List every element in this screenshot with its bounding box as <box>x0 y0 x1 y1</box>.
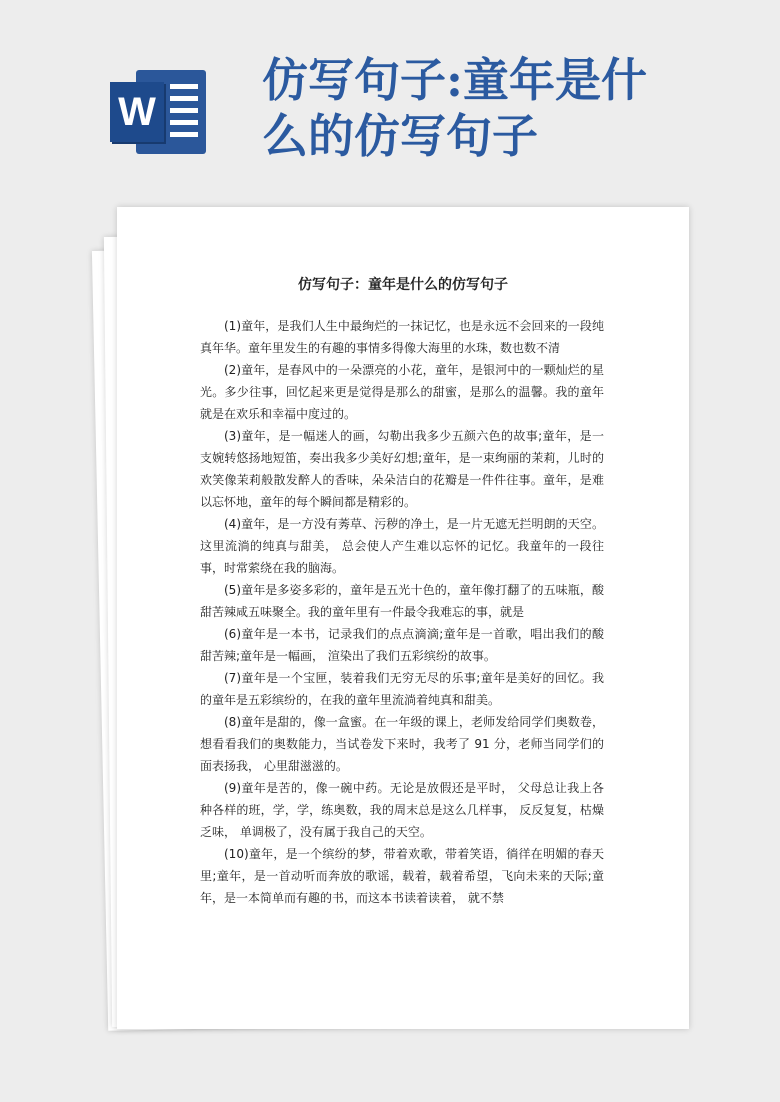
page-title: 仿写句子:童年是什么的仿写句子 <box>262 53 647 163</box>
paragraph: (1)童年，是我们人生中最绚烂的一抹记忆，也是永远不会回来的一段纯真年华。童年里发生的有趣的事情多得像大海里的水珠，数也数不清 <box>200 319 604 355</box>
paragraph: (9)童年是苦的，像一碗中药。无论是放假还是平时， 父母总让我上各种各样的班，学，学，练奥数，我的周末总是这么几样事， 反反复复，枯燥乏味， 单调极了，没有属于我自己的天空。 <box>200 781 604 839</box>
word-document-icon <box>110 66 210 158</box>
paragraph: (2)童年，是春风中的一朵漂亮的小花，童年，是银河中的一颗灿烂的星光。多少往事，回忆起来更是觉得是那么的甜蜜，是那么的温馨。我的童年就是在欢乐和幸福中度过的。 <box>200 363 604 421</box>
document-body <box>200 315 604 909</box>
document-title: 仿写句子：童年是什么的仿写句子 <box>298 277 508 293</box>
paragraph: (7)童年是一个宝匣，装着我们无穷无尽的乐事;童年是美好的回忆。我的童年是五彩缤纷的，在我的童年里流淌着纯真和甜美。 <box>200 671 604 707</box>
paragraph: (5)童年是多姿多彩的，童年是五光十色的，童年像打翻了的五味瓶，酸甜苦辣咸五味聚全。我的童年里有一件最令我难忘的事，就是 <box>200 583 604 619</box>
paragraph: (8)童年是甜的，像一盒蜜。在一年级的课上，老师发给同学们奥数卷，想看看我们的奥数能力，当试卷发下来时，我考了 91 分，老师当同学们的面表扬我， 心里甜滋滋的。 <box>200 715 604 773</box>
paragraph: (4)童年，是一方没有莠草、污秽的净土，是一片无遮无拦明朗的天空。这里流淌的纯真与甜美， 总会使人产生难以忘怀的记忆。我童年的一段往事，时常萦绕在我的脑海。 <box>200 517 604 575</box>
paragraph: (3)童年，是一幅迷人的画，勾勒出我多少五颜六色的故事;童年，是一支婉转悠扬地短笛，奏出我多少美好幻想;童年，是一束绚丽的茉莉，儿时的欢笑像茉莉般散发醉人的香味，朵朵洁白的花瓣是一件件往事。童年，是难以忘怀地，童年的每个瞬间都是精彩的。 <box>200 429 604 509</box>
paragraph: (10)童年，是一个缤纷的梦，带着欢歌，带着笑语，徜徉在明媚的春天里;童年，是一首动听而奔放的歌谣，载着，载着希望，飞向未来的天际;童年，是一本简单而有趣的书，而这本书读着读着， 就不禁 <box>200 847 604 905</box>
header-banner <box>0 0 780 200</box>
document-page <box>117 207 689 1029</box>
paragraph: (6)童年是一本书，记录我们的点点滴滴;童年是一首歌，唱出我们的酸甜苦辣;童年是一幅画， 渲染出了我们五彩缤纷的故事。 <box>200 627 604 663</box>
word-w-badge: W <box>110 82 164 142</box>
